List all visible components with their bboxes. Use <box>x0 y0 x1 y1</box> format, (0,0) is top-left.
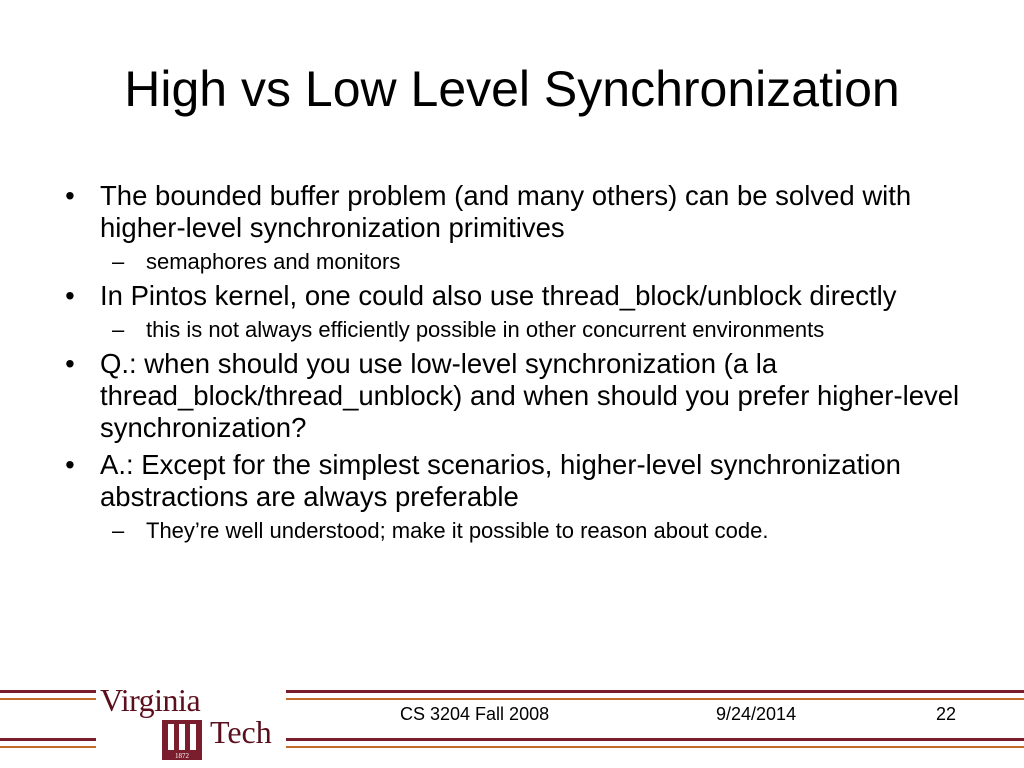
bullet-icon: • <box>65 280 75 311</box>
bullet-item <box>60 180 960 275</box>
sub-bullet-text: this is not always efficiently possible in other concurrent environments <box>146 317 825 342</box>
footer-course: CS 3204 Fall 2008 <box>400 704 550 724</box>
logo-crest-icon <box>160 718 204 762</box>
bullet-text: Q.: when should you use low-level synchronization (a la thread_block/thread_unblock) and when should you prefer higher-level synchronization? <box>100 348 960 443</box>
dash-icon: – <box>112 249 125 274</box>
bullet-list <box>60 180 960 549</box>
sub-bullet-item <box>100 316 960 343</box>
bullet-item <box>60 348 960 444</box>
bullet-icon: • <box>65 449 75 480</box>
footer-date: 9/24/2014 <box>716 704 797 724</box>
bullet-item <box>60 449 960 544</box>
sub-bullet-list <box>100 316 960 343</box>
sub-bullet-text: They’re well understood; make it possible to reason about code. <box>146 518 769 543</box>
bullet-text: The bounded buffer problem (and many others) can be solved with higher-level synchronization primitives <box>100 180 912 243</box>
sub-bullet-text: semaphores and monitors <box>146 249 401 274</box>
bullet-text: In Pintos kernel, one could also use thread_block/unblock directly <box>100 280 897 311</box>
slide-title: High vs Low Level Synchronization <box>124 61 900 117</box>
page-number: 22 <box>936 704 957 724</box>
dash-icon: – <box>112 518 125 543</box>
logo-year: 1872 <box>175 752 189 760</box>
bullet-icon: • <box>65 348 75 379</box>
sub-bullet-list <box>100 517 960 544</box>
sub-bullet-item <box>100 517 960 544</box>
slide-footer <box>0 672 1024 768</box>
dash-icon: – <box>112 317 125 342</box>
virginia-tech-logo <box>96 680 286 766</box>
sub-bullet-item <box>100 248 960 275</box>
bullet-item <box>60 280 960 343</box>
sub-bullet-list <box>100 248 960 275</box>
logo-wordmark-virginia: Virginia <box>100 682 201 718</box>
logo-wordmark-tech: Tech <box>210 714 272 750</box>
bullet-text: A.: Except for the simplest scenarios, higher-level synchronization abstractions are always preferable <box>100 449 901 512</box>
bullet-icon: • <box>65 180 75 211</box>
